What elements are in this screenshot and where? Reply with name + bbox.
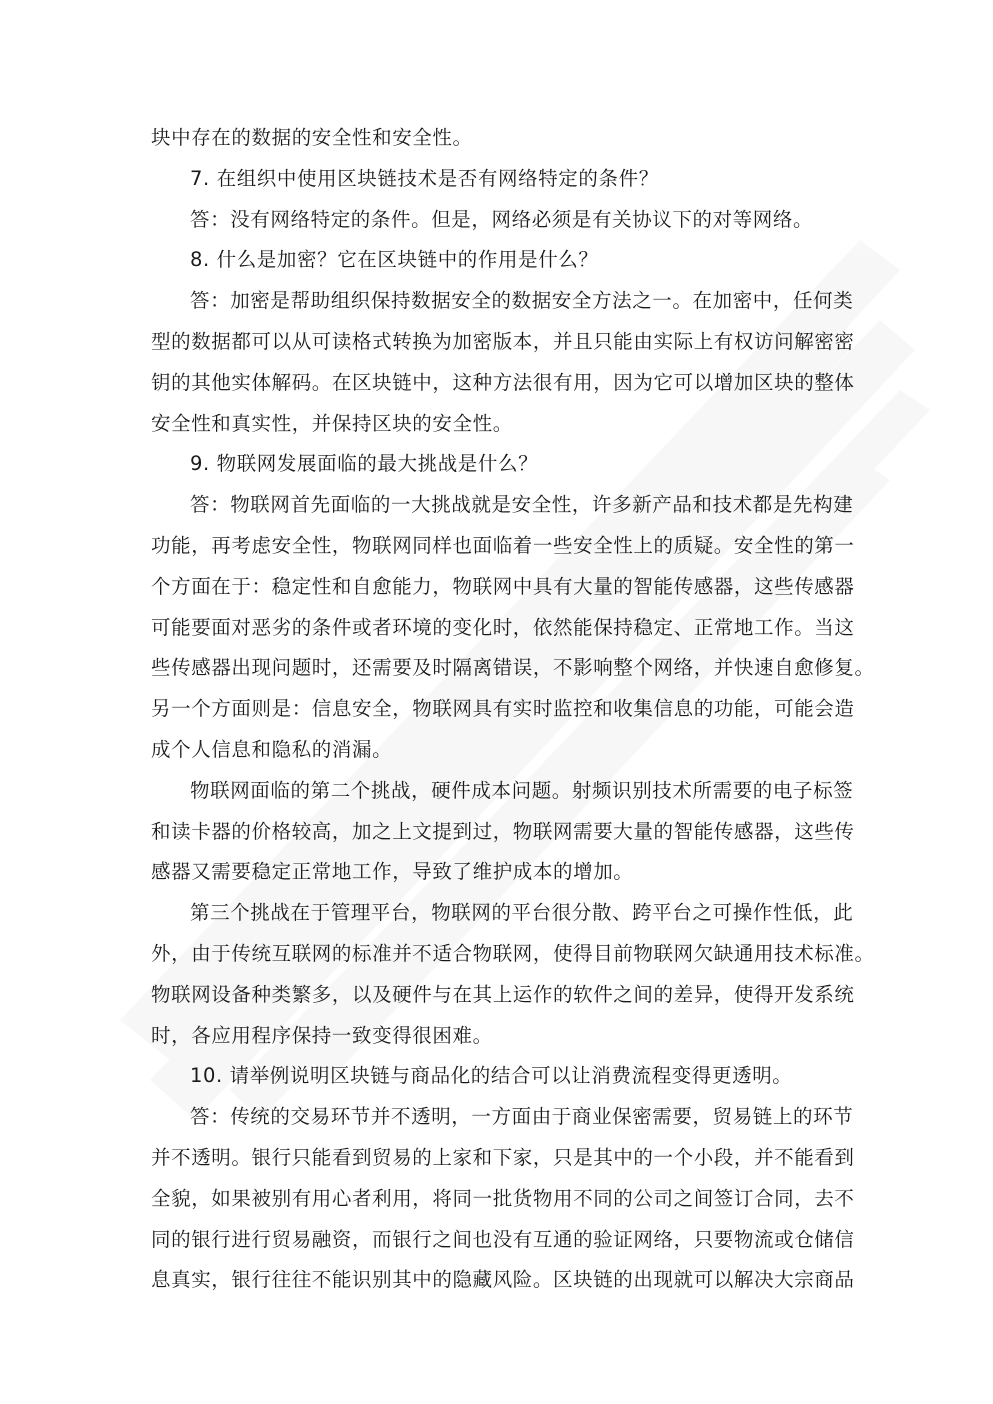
text-line: 10. 请举例说明区块链与商品化的结合可以让消费流程变得更透明。 — [190, 1064, 793, 1088]
text-line: 另一个方面则是：信息安全，物联网具有实时监控和收集信息的功能，可能会造 — [151, 697, 855, 721]
text-line: 答：物联网首先面临的一大挑战就是安全性，许多新产品和技术都是先构建 — [190, 493, 854, 517]
text-line: 和读卡器的价格较高，加之上文提到过，物联网需要大量的智能传感器，这些传 — [151, 819, 855, 843]
text-line: 块中存在的数据的安全性和安全性。 — [151, 126, 473, 149]
text-line: 答：没有网络特定的条件。但是，网络必须是有关协议下的对等网络。 — [190, 207, 814, 231]
text-line: 功能，再考虑安全性，物联网同样也面临着一些安全性上的质疑。安全性的第一 — [151, 533, 855, 557]
text-line: 个方面在于：稳定性和自愈能力，物联网中具有大量的智能传感器，这些传感器 — [151, 574, 855, 598]
text-line: 并不透明。银行只能看到贸易的上家和下家，只是其中的一个小段，并不能看到 — [151, 1145, 855, 1169]
text-line: 时，各应用程序保持一致变得很困难。 — [151, 1023, 493, 1047]
text-line: 答：加密是帮助组织保持数据安全的数据安全方法之一。在加密中，任何类 — [190, 289, 854, 313]
text-line: 物联网面临的第二个挑战，硬件成本问题。射频识别技术所需要的电子标签 — [190, 778, 854, 802]
text-line: 外，由于传统互联网的标准并不适合物联网，使得目前物联网欠缺通用技术标准。 — [151, 941, 875, 965]
text-line: 钥的其他实体解码。在区块链中，这种方法很有用，因为它可以增加区块的整体 — [151, 370, 855, 394]
text-line: 息真实，银行往往不能识别其中的隐藏风险。区块链的出现就可以解决大宗商品 — [151, 1268, 855, 1292]
text-line: 些传感器出现问题时，还需要及时隔离错误，不影响整个网络，并快速自愈修复。 — [151, 656, 875, 680]
text-line: 同的银行进行贸易融资，而银行之间也没有互通的验证网络，只要物流或仓储信 — [151, 1227, 855, 1251]
text-line: 成个人信息和隐私的消漏。 — [151, 737, 393, 761]
text-line: 可能要面对恶劣的条件或者环境的变化时，依然能保持稳定、正常地工作。当这 — [151, 615, 855, 639]
text-line: 8. 什么是加密？它在区块链中的作用是什么？ — [190, 248, 599, 272]
text-line: 答：传统的交易环节并不透明，一方面由于商业保密需要，贸易链上的环节 — [190, 1105, 854, 1129]
text-line: 型的数据都可以从可读格式转换为加密版本，并且只能由实际上有权访问解密密 — [151, 329, 855, 353]
text-line: 物联网设备种类繁多，以及硬件与在其上运作的软件之间的差异，使得开发系统 — [151, 982, 855, 1006]
text-line: 安全性和真实性，并保持区块的安全性。 — [151, 411, 513, 435]
text-line: 9. 物联网发展面临的最大挑战是什么？ — [190, 452, 539, 476]
text-line: 全貌，如果被别有用心者利用，将同一批货物用不同的公司之间签订合同，去不 — [151, 1186, 855, 1210]
text-line: 感器又需要稳定正常地工作，导致了维护成本的增加。 — [151, 860, 634, 884]
text-line: 第三个挑战在于管理平台，物联网的平台很分散、跨平台之可操作性低，此 — [190, 901, 854, 925]
text-line: 7. 在组织中使用区块链技术是否有网络特定的条件？ — [190, 166, 659, 190]
document-body — [151, 118, 875, 1301]
